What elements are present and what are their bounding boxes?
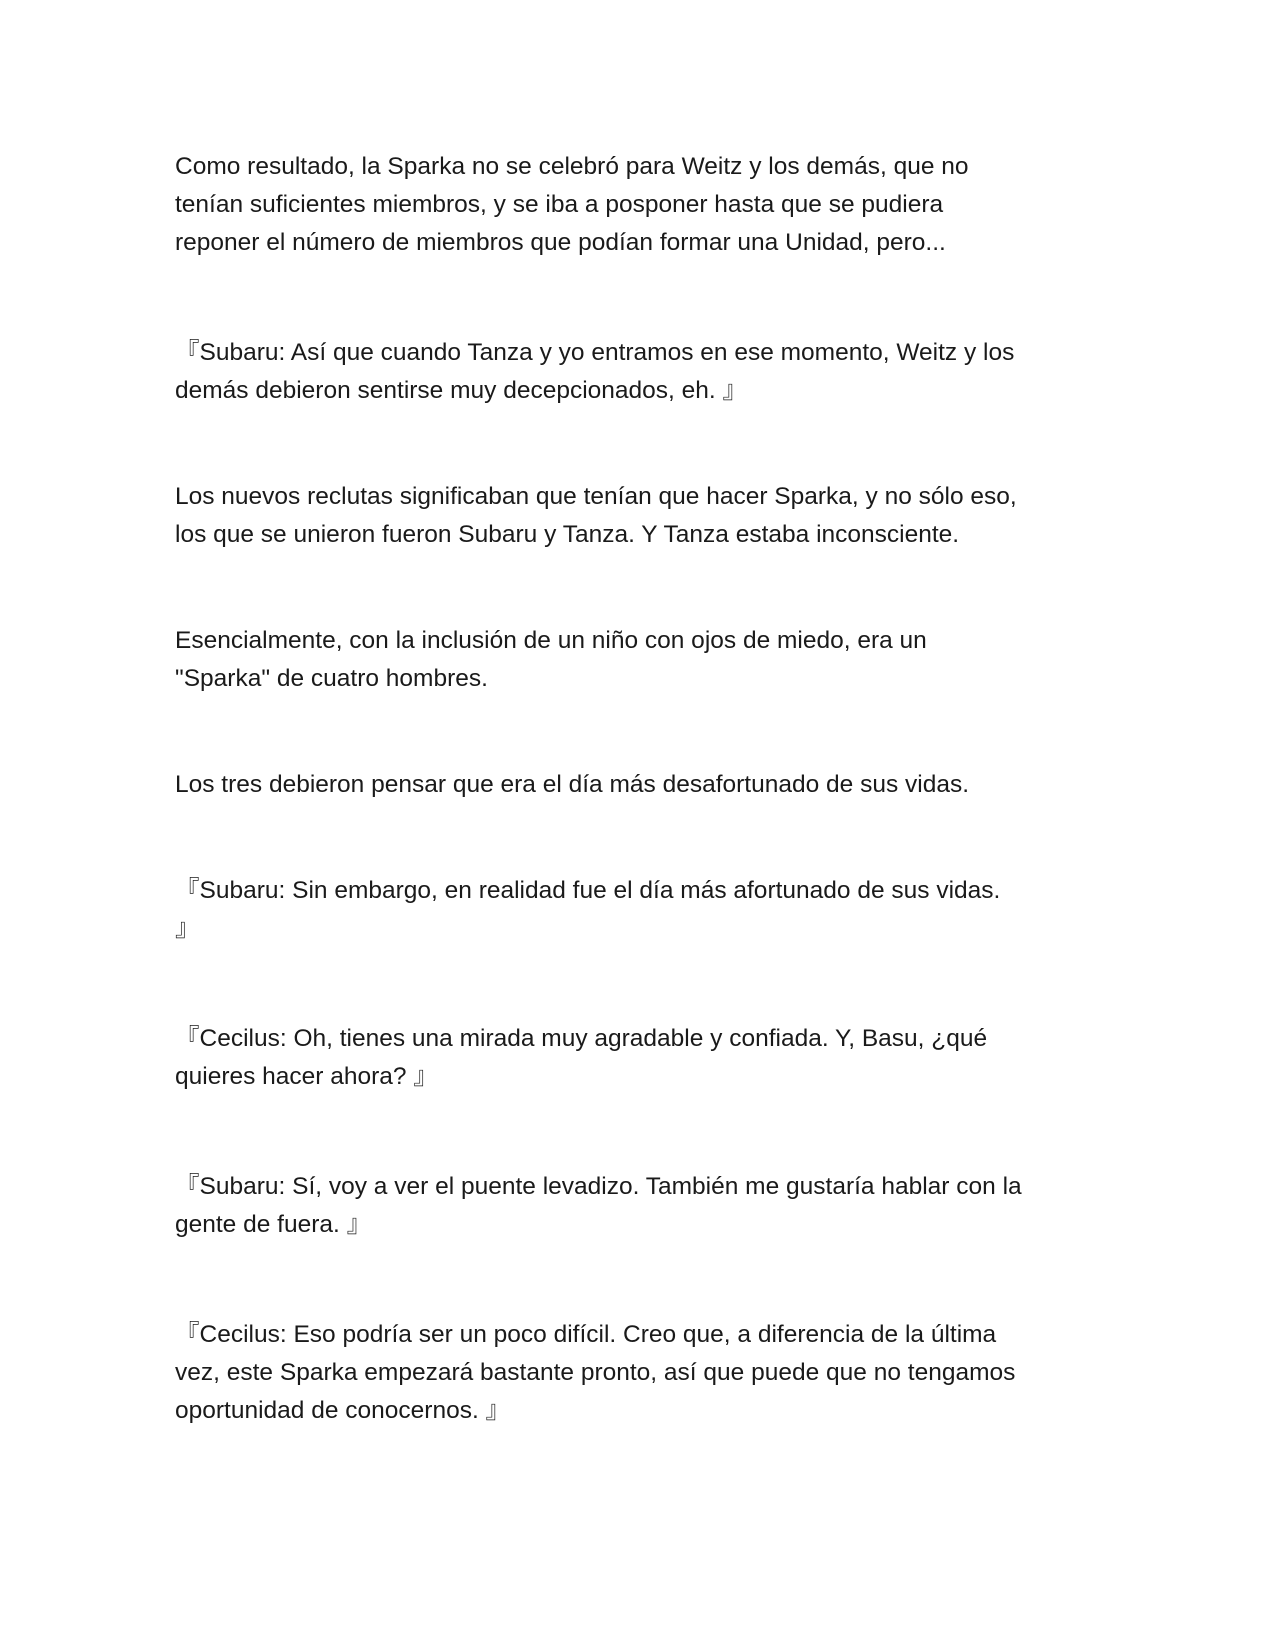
paragraph-dialogue-subaru-3 — [175, 1168, 1105, 1244]
text-line: 『Subaru: Sin embargo, en realidad fue el día más afortunado de sus vidas. — [175, 877, 1001, 904]
text-line: vez, este Sparka empezará bastante pronto, así que puede que no tengamos — [175, 1359, 1016, 1386]
paragraph-dialogue-cecilus-1 — [175, 1020, 1105, 1096]
paragraph-narration-1 — [175, 148, 1105, 262]
text-line: oportunidad de conocernos. 』 — [175, 1397, 511, 1424]
text-line: los que se unieron fueron Subaru y Tanza. Y Tanza estaba inconsciente. — [175, 521, 960, 548]
text-line: Esencialmente, con la inclusión de un niño con ojos de miedo, era un — [175, 627, 927, 654]
text-line: "Sparka" de cuatro hombres. — [175, 665, 488, 692]
text-line: Los nuevos reclutas significaban que tenían que hacer Sparka, y no sólo eso, — [175, 483, 1017, 510]
document-body — [175, 148, 1105, 1430]
text-line: demás debieron sentirse muy decepcionados, eh. 』 — [175, 377, 747, 404]
paragraph-narration-4 — [175, 766, 1105, 804]
paragraph-dialogue-cecilus-2 — [175, 1316, 1105, 1430]
text-line: 『Subaru: Sí, voy a ver el puente levadizo. También me gustaría hablar con la — [175, 1173, 1022, 1200]
text-line: Los tres debieron pensar que era el día más desafortunado de sus vidas. — [175, 771, 970, 798]
text-line: quieres hacer ahora? 』 — [175, 1063, 438, 1090]
text-line: 』 — [175, 915, 200, 942]
text-line: 『Cecilus: Oh, tienes una mirada muy agradable y confiada. Y, Basu, ¿qué — [175, 1025, 988, 1052]
text-line: 『Subaru: Así que cuando Tanza y yo entramos en ese momento, Weitz y los — [175, 339, 1015, 366]
text-line: tenían suficientes miembros, y se iba a posponer hasta que se pudiera — [175, 191, 944, 218]
paragraph-narration-2 — [175, 478, 1105, 554]
text-line: Como resultado, la Sparka no se celebró para Weitz y los demás, que no — [175, 153, 969, 180]
paragraph-dialogue-subaru-2 — [175, 872, 1105, 948]
text-line: reponer el número de miembros que podían formar una Unidad, pero... — [175, 229, 946, 256]
paragraph-narration-3 — [175, 622, 1105, 698]
paragraph-dialogue-subaru-1 — [175, 334, 1105, 410]
text-line: 『Cecilus: Eso podría ser un poco difícil. Creo que, a diferencia de la última — [175, 1321, 997, 1348]
text-line: gente de fuera. 』 — [175, 1211, 372, 1238]
